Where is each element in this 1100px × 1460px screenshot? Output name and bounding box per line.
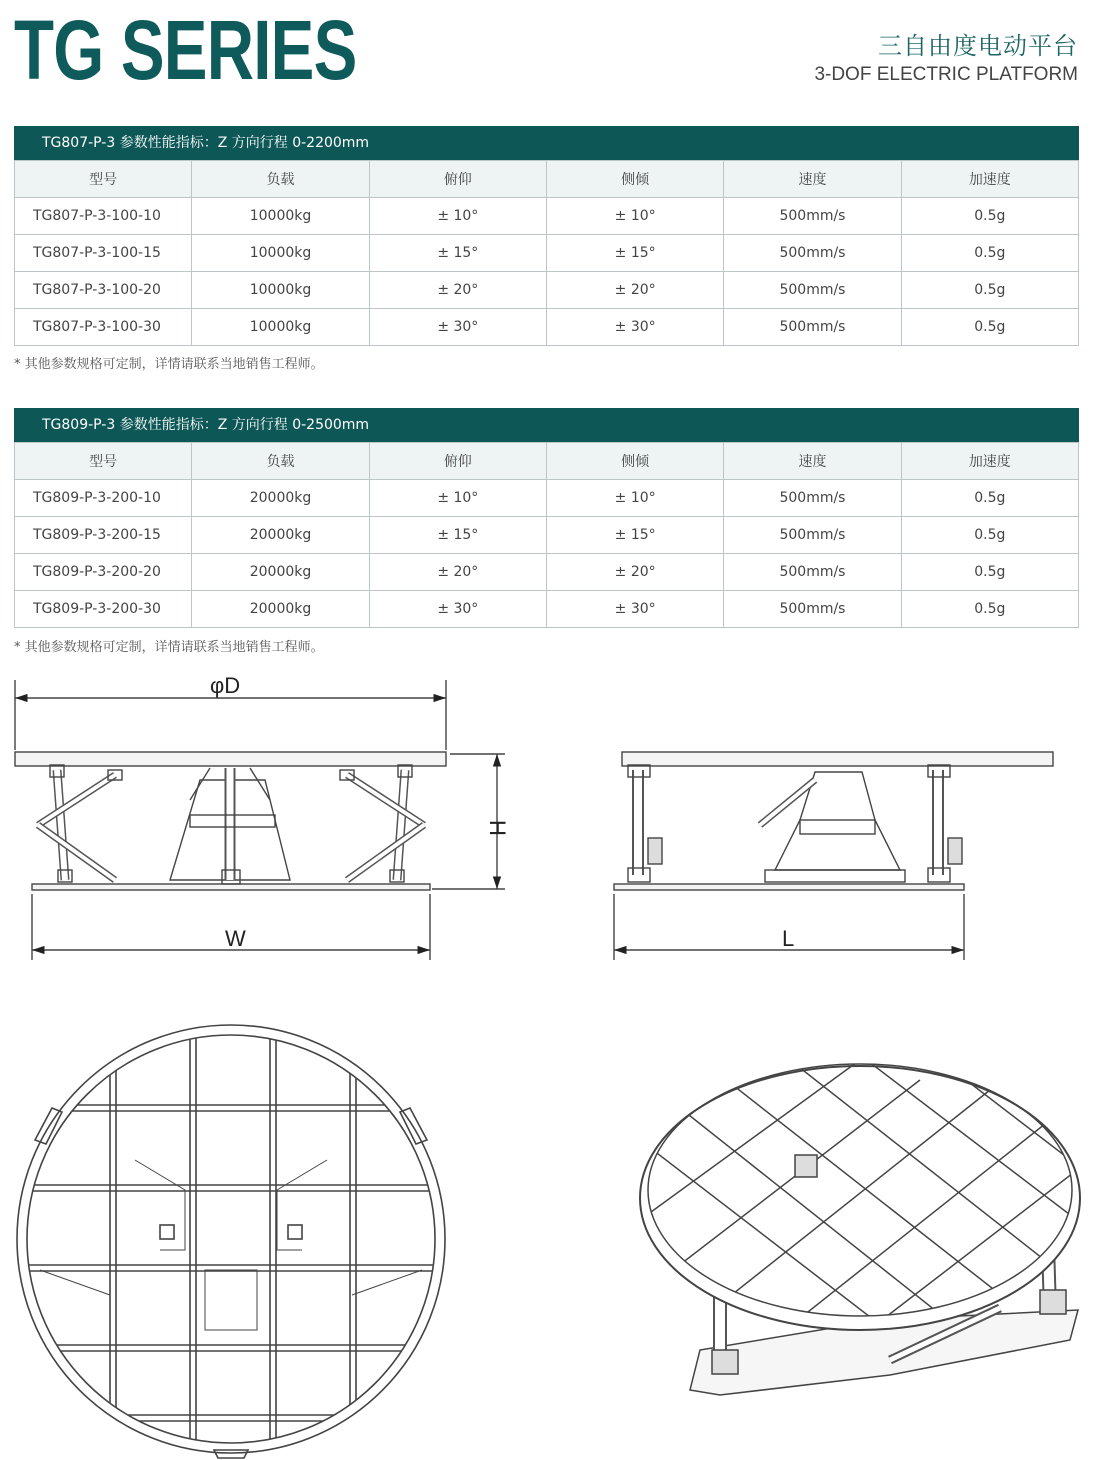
cell-roll: ± 15°: [546, 235, 723, 272]
cell-load: 10000kg: [192, 309, 369, 346]
cell-acceleration: 0.5g: [901, 235, 1078, 272]
spec-table-tg809: [14, 408, 1079, 628]
column-header: 侧倾: [546, 161, 723, 198]
column-header: 加速度: [901, 443, 1078, 480]
dimension-label-diameter: φD: [210, 673, 241, 698]
technical-drawings: [0, 660, 1100, 1460]
cell-model: TG809-P-3-200-20: [15, 554, 192, 591]
cell-pitch: ± 10°: [369, 198, 546, 235]
table-note: * 其他参数规格可定制，详情请联系当地销售工程师。: [14, 640, 324, 655]
cell-pitch: ± 15°: [369, 235, 546, 272]
table-row: [15, 480, 1079, 517]
column-header: 俯仰: [369, 443, 546, 480]
brand-title: TG SERIES: [14, 3, 357, 97]
column-header: 型号: [15, 443, 192, 480]
cell-pitch: ± 20°: [369, 272, 546, 309]
table-row: [15, 272, 1079, 309]
cell-speed: 500mm/s: [724, 480, 901, 517]
cell-speed: 500mm/s: [724, 272, 901, 309]
spec-table-tg807: [14, 126, 1079, 346]
cell-model: TG809-P-3-200-15: [15, 517, 192, 554]
cell-speed: 500mm/s: [724, 517, 901, 554]
cell-roll: ± 20°: [546, 554, 723, 591]
table-header-row: [15, 161, 1079, 198]
table-row: [15, 235, 1079, 272]
cell-load: 10000kg: [192, 272, 369, 309]
cell-roll: ± 30°: [546, 309, 723, 346]
cell-acceleration: 0.5g: [901, 517, 1078, 554]
cell-acceleration: 0.5g: [901, 198, 1078, 235]
column-header: 型号: [15, 161, 192, 198]
cell-roll: ± 20°: [546, 272, 723, 309]
table-row: [15, 309, 1079, 346]
cell-pitch: ± 30°: [369, 591, 546, 628]
cell-model: TG807-P-3-100-10: [15, 198, 192, 235]
dimension-label-width: W: [225, 926, 246, 951]
cell-load: 10000kg: [192, 198, 369, 235]
top-plan-view: [17, 1020, 445, 1460]
cell-acceleration: 0.5g: [901, 554, 1078, 591]
table-caption: TG809-P-3 参数性能指标：Z 方向行程 0-2500mm: [14, 408, 1079, 442]
table-row: [15, 198, 1079, 235]
table-caption: TG807-P-3 参数性能指标：Z 方向行程 0-2200mm: [14, 126, 1079, 160]
cell-acceleration: 0.5g: [901, 309, 1078, 346]
dimension-label-height: H: [485, 820, 510, 836]
cell-acceleration: 0.5g: [901, 272, 1078, 309]
cell-model: TG809-P-3-200-30: [15, 591, 192, 628]
cell-speed: 500mm/s: [724, 198, 901, 235]
cell-load: 20000kg: [192, 517, 369, 554]
column-header: 加速度: [901, 161, 1078, 198]
cell-model: TG809-P-3-200-10: [15, 480, 192, 517]
cell-model: TG807-P-3-100-15: [15, 235, 192, 272]
cell-acceleration: 0.5g: [901, 480, 1078, 517]
cell-model: TG807-P-3-100-20: [15, 272, 192, 309]
subtitle-english: 3-DOF ELECTRIC PLATFORM: [814, 64, 1078, 85]
table-header-row: [15, 443, 1079, 480]
dimension-label-length: L: [782, 926, 795, 951]
cell-roll: ± 10°: [546, 198, 723, 235]
cell-pitch: ± 15°: [369, 517, 546, 554]
cell-roll: ± 10°: [546, 480, 723, 517]
cell-speed: 500mm/s: [724, 554, 901, 591]
isometric-view: [640, 1055, 1090, 1395]
side-elevation-view: [614, 752, 1053, 960]
column-header: 速度: [724, 161, 901, 198]
front-elevation-view: [15, 680, 505, 960]
cell-speed: 500mm/s: [724, 309, 901, 346]
subtitle-chinese: 三自由度电动平台: [878, 32, 1078, 60]
cell-load: 20000kg: [192, 554, 369, 591]
cell-load: 10000kg: [192, 235, 369, 272]
column-header: 负载: [192, 443, 369, 480]
column-header: 速度: [724, 443, 901, 480]
column-header: 负载: [192, 161, 369, 198]
cell-speed: 500mm/s: [724, 235, 901, 272]
table-note: * 其他参数规格可定制，详情请联系当地销售工程师。: [14, 357, 324, 372]
column-header: 俯仰: [369, 161, 546, 198]
cell-speed: 500mm/s: [724, 591, 901, 628]
cell-pitch: ± 20°: [369, 554, 546, 591]
table-row: [15, 591, 1079, 628]
cell-pitch: ± 30°: [369, 309, 546, 346]
cell-roll: ± 15°: [546, 517, 723, 554]
cell-roll: ± 30°: [546, 591, 723, 628]
column-header: 侧倾: [546, 443, 723, 480]
cell-model: TG807-P-3-100-30: [15, 309, 192, 346]
cell-pitch: ± 10°: [369, 480, 546, 517]
table-row: [15, 517, 1079, 554]
cell-load: 20000kg: [192, 591, 369, 628]
cell-acceleration: 0.5g: [901, 591, 1078, 628]
cell-load: 20000kg: [192, 480, 369, 517]
table-row: [15, 554, 1079, 591]
